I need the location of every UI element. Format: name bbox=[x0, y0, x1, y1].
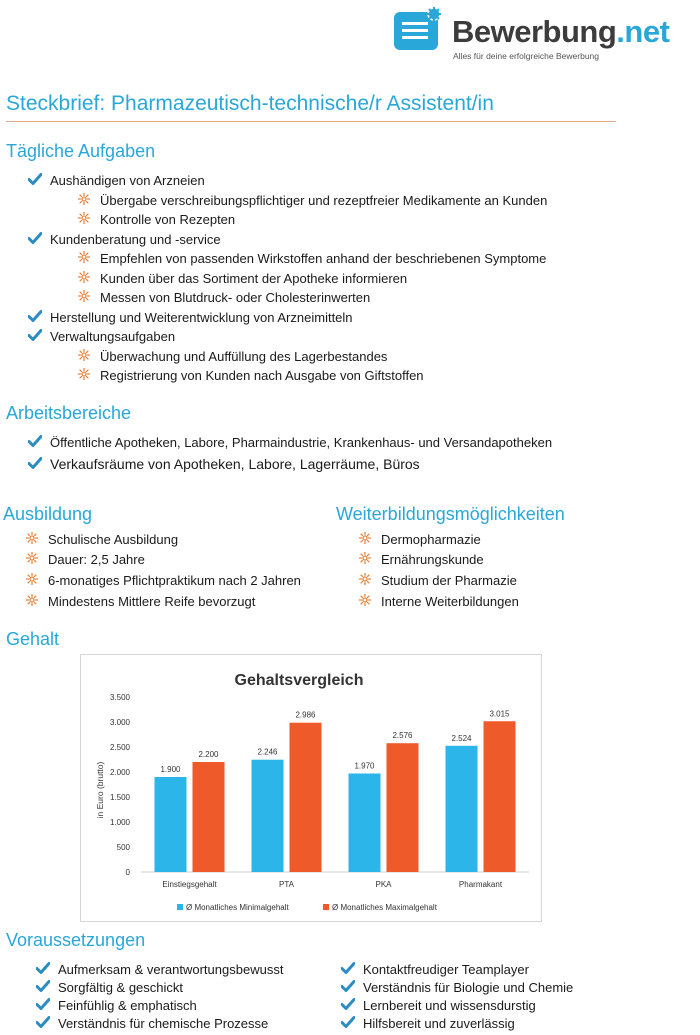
list-item bbox=[341, 996, 536, 1014]
legend-label-min: Ø Monatliches Minimalgehalt bbox=[186, 903, 289, 912]
section-heading-arbeitsbereiche: Arbeitsbereiche bbox=[6, 403, 132, 423]
list-item bbox=[359, 550, 484, 568]
list-item bbox=[28, 455, 420, 473]
bar-value-label: 2.986 bbox=[295, 710, 316, 720]
list-item bbox=[26, 550, 145, 568]
sun-bullet-icon bbox=[78, 368, 90, 383]
list-item bbox=[36, 960, 283, 978]
sun-bullet-icon bbox=[359, 552, 371, 567]
y-tick-label: 2.500 bbox=[109, 743, 130, 752]
list-item bbox=[341, 960, 529, 978]
list-subitem-label: Kunden über das Sortiment der Apotheke informieren bbox=[100, 270, 408, 286]
sun-bullet-icon bbox=[359, 532, 371, 547]
list-item-label: Hilfsbereit und zuverlässig bbox=[363, 1015, 515, 1031]
list-item-label: Mindestens Mittlere Reife bevorzugt bbox=[48, 593, 256, 609]
list-item-label: Aushändigen von Arzneien bbox=[50, 172, 205, 188]
list-subitem-label: Empfehlen von passenden Wirkstoffen anhand der beschriebenen Symptome bbox=[100, 250, 547, 266]
list-item bbox=[26, 530, 178, 548]
bar-value-label: 2.246 bbox=[257, 747, 278, 757]
sun-bullet-icon bbox=[26, 532, 38, 547]
list-item-label: Aufmerksam & verantwortungsbewusst bbox=[58, 961, 284, 977]
sun-bullet-icon bbox=[78, 271, 90, 286]
list-item-label: 6-monatiges Pflichtpraktikum nach 2 Jahren bbox=[48, 572, 301, 588]
list-item-label: Verwaltungsaufgaben bbox=[50, 328, 176, 344]
list-item-label: Dauer: 2,5 Jahre bbox=[48, 551, 145, 567]
y-tick-label: 0 bbox=[125, 868, 130, 877]
checkmark-icon bbox=[28, 329, 42, 344]
bar-value-label: 2.200 bbox=[198, 750, 219, 759]
checkmark-icon bbox=[341, 980, 355, 995]
list-subitem-label: Registrierung von Kunden nach Ausgabe von Giftstoffen bbox=[100, 367, 424, 383]
bar-min bbox=[252, 760, 284, 872]
x-category-label: PTA bbox=[279, 880, 294, 889]
bar-min bbox=[155, 777, 187, 872]
list-subitem-label: Messen von Blutdruck- oder Cholesterinwerten bbox=[100, 289, 371, 305]
list-subitem bbox=[78, 210, 235, 228]
list-item-label: Lernbereit und wissensdurstig bbox=[363, 997, 536, 1013]
bar-max bbox=[193, 762, 225, 872]
bar-max bbox=[290, 723, 322, 872]
sun-bullet-icon bbox=[78, 212, 90, 227]
list-subitem-label: Kontrolle von Rezepten bbox=[100, 211, 236, 227]
bar-value-label: 1.970 bbox=[354, 761, 375, 771]
checkmark-icon bbox=[28, 310, 42, 325]
list-item bbox=[359, 592, 519, 610]
bar-value-label: 1.900 bbox=[160, 765, 181, 774]
list-subitem bbox=[78, 347, 387, 365]
salary-chart bbox=[80, 654, 542, 922]
y-tick-label: 1.000 bbox=[109, 818, 130, 827]
checkmark-icon bbox=[28, 456, 42, 472]
list-item-label: Schulische Ausbildung bbox=[48, 531, 179, 547]
brand-tagline: Alles für deine erfolgreiche Bewerbung bbox=[453, 51, 600, 61]
checkmark-icon bbox=[341, 1016, 355, 1031]
checkmark-icon bbox=[36, 962, 50, 977]
checkmark-icon bbox=[341, 962, 355, 977]
sun-bullet-icon bbox=[78, 349, 90, 364]
bar-min bbox=[446, 746, 478, 872]
list-item-label: Interne Weiterbildungen bbox=[381, 593, 519, 609]
list-item bbox=[28, 308, 353, 326]
chart-canvas bbox=[81, 655, 541, 921]
list-item bbox=[36, 978, 183, 996]
list-item bbox=[359, 571, 517, 589]
list-item-label: Kundenberatung und -service bbox=[50, 231, 221, 247]
checkmark-icon bbox=[36, 980, 50, 995]
list-item bbox=[28, 433, 552, 451]
checkmark-icon bbox=[28, 173, 42, 188]
list-item bbox=[28, 230, 221, 248]
brand-name-accent: .net bbox=[616, 14, 670, 49]
checkmark-icon bbox=[36, 998, 50, 1013]
x-category-label: Pharmakant bbox=[458, 880, 503, 889]
list-subitem-label: Übergabe verschreibungspflichtiger und rezeptfreier Medikamente an Kunden bbox=[100, 192, 548, 208]
legend-swatch-min bbox=[177, 904, 183, 910]
list-item bbox=[26, 571, 301, 589]
bar-value-label: 2.576 bbox=[392, 731, 413, 741]
sun-bullet-icon bbox=[26, 573, 38, 588]
brand-name bbox=[452, 14, 669, 50]
list-item bbox=[359, 530, 481, 548]
list-item-label: Feinfühlig & emphatisch bbox=[58, 997, 197, 1013]
sun-bullet-icon bbox=[359, 573, 371, 588]
list-item-label: Verständnis für Biologie und Chemie bbox=[363, 979, 574, 995]
list-item bbox=[341, 1014, 515, 1032]
checkmark-icon bbox=[28, 435, 42, 450]
bar-max bbox=[387, 743, 419, 872]
list-item-label: Verkaufsräume von Apotheken, Labore, Lagerräume, Büros bbox=[50, 456, 420, 472]
list-item bbox=[36, 996, 197, 1014]
page-title: Steckbrief: Pharmazeutisch-technische/r Assistent/in bbox=[6, 92, 494, 115]
x-category-label: Einstiegsgehalt bbox=[162, 880, 217, 889]
sun-bullet-icon bbox=[26, 552, 38, 567]
section-heading-ausbildung: Ausbildung bbox=[3, 504, 93, 524]
list-item-label: Dermopharmazie bbox=[381, 531, 481, 547]
sun-bullet-icon bbox=[78, 290, 90, 305]
list-item bbox=[36, 1014, 268, 1032]
legend-swatch-max bbox=[323, 904, 329, 910]
list-subitem bbox=[78, 191, 547, 209]
checkmark-icon bbox=[36, 1016, 50, 1031]
bar-max bbox=[484, 721, 516, 872]
list-item-label: Ernährungskunde bbox=[381, 551, 484, 567]
brand-name-main: Bewerbung bbox=[452, 14, 617, 49]
list-item bbox=[28, 171, 205, 189]
list-subitem bbox=[78, 366, 424, 384]
y-tick-label: 3.500 bbox=[109, 693, 130, 702]
list-subitem bbox=[78, 249, 546, 267]
chart-y-axis-label: in Euro (brutto) bbox=[95, 761, 105, 819]
sun-bullet-icon bbox=[78, 251, 90, 266]
chart-title: Gehaltsvergleich bbox=[234, 672, 364, 689]
list-subitem bbox=[78, 269, 407, 287]
title-divider bbox=[6, 121, 616, 122]
y-tick-label: 500 bbox=[116, 843, 130, 852]
sun-bullet-icon bbox=[78, 193, 90, 208]
section-heading-gehalt: Gehalt bbox=[6, 629, 60, 649]
list-subitem bbox=[78, 288, 370, 306]
list-item bbox=[341, 978, 573, 996]
legend-label-max: Ø Monatliches Maximalgehalt bbox=[332, 903, 437, 912]
bar-value-label: 2.524 bbox=[451, 733, 472, 743]
section-heading-aufgaben: Tägliche Aufgaben bbox=[6, 141, 156, 161]
logo-icon bbox=[394, 6, 446, 52]
list-item-label: Verständnis für chemische Prozesse bbox=[58, 1015, 269, 1031]
sun-bullet-icon bbox=[359, 594, 371, 609]
checkmark-icon bbox=[341, 998, 355, 1013]
bar-min bbox=[349, 774, 381, 873]
y-tick-label: 3.000 bbox=[109, 718, 130, 727]
bar-value-label: 3.015 bbox=[489, 709, 510, 719]
list-item-label: Herstellung und Weiterentwicklung von Arzneimitteln bbox=[50, 309, 353, 325]
y-tick-label: 1.500 bbox=[109, 793, 130, 802]
list-item-label: Sorgfältig & geschickt bbox=[58, 979, 184, 995]
list-item-label: Studium der Pharmazie bbox=[381, 572, 517, 588]
sun-bullet-icon bbox=[26, 594, 38, 609]
list-item bbox=[26, 592, 255, 610]
y-tick-label: 2.000 bbox=[109, 768, 130, 777]
list-item-label: Öffentliche Apotheken, Labore, Pharmaindustrie, Krankenhaus- und Versandapotheken bbox=[50, 434, 553, 450]
list-subitem-label: Überwachung und Auffüllung des Lagerbestandes bbox=[100, 348, 388, 364]
checkmark-icon bbox=[28, 232, 42, 247]
list-item bbox=[28, 327, 175, 345]
section-heading-voraussetzungen: Voraussetzungen bbox=[6, 930, 146, 950]
x-category-label: PKA bbox=[375, 880, 392, 889]
list-item-label: Kontaktfreudiger Teamplayer bbox=[363, 961, 529, 977]
section-heading-weiterbildung: Weiterbildungsmöglichkeiten bbox=[336, 504, 565, 524]
